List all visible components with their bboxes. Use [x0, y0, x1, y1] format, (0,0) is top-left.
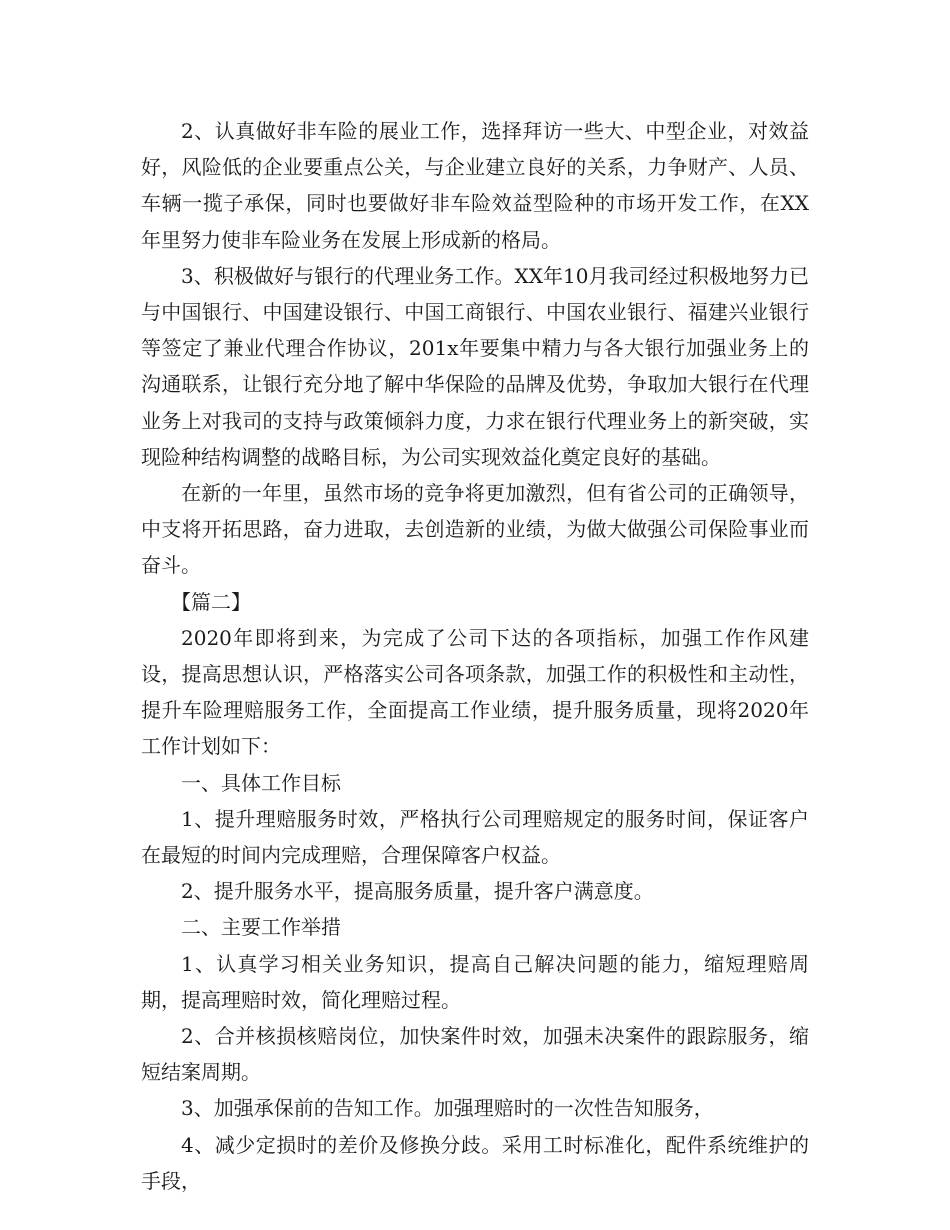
section-heading: 【篇二】: [171, 589, 251, 614]
paragraph-measure-1: 1、认真学习相关业务知识，提高自己解决问题的能力，缩短理赔周期，提高理赔时效，简化理赔过程。: [141, 951, 809, 1012]
document-body: [141, 113, 809, 1199]
paragraph-non-auto-insurance: 2、认真做好非车险的展业工作，选择拜访一些大、中型企业，对效益好，风险低的企业要重点公关，与企业建立良好的关系，力争财产、人员、车辆一揽子承保，同时也要做好非车险效益型险种的市场开发工作，在XX年里努力使非车险业务在发展上形成新的格局。: [141, 119, 809, 252]
paragraph-new-year: 在新的一年里，虽然市场的竞争将更加激烈，但有省公司的正确领导，中支将开拓思路，奋力进取，去创造新的业绩，为做大做强公司保险事业而奋斗。: [141, 481, 809, 578]
paragraph-measure-2: 2、合并核损核赔岗位，加快案件时效，加强未决案件的跟踪服务，缩短结案周期。: [141, 1024, 809, 1085]
paragraph-bank-agency: 3、积极做好与银行的代理业务工作。XX年10月我司经过积极地努力已与中国银行、中国建设银行、中国工商银行、中国农业银行、福建兴业银行等签定了兼业代理合作协议，201x年要集中精力与各大银行加强业务上的沟通联系，让银行充分地了解中华保险的品牌及优势，争取加大银行在代理业务上对我司的支持与政策倾斜力度，力求在银行代理业务上的新突破，实现险种结构调整的战略目标，为公司实现效益化奠定良好的基础。: [141, 263, 809, 469]
paragraph-goal-2: 2、提升服务水平，提高服务质量，提升客户满意度。: [181, 879, 654, 904]
paragraph-goal-1: 1、提升理赔服务时效，严格执行公司理赔规定的服务时间，保证客户在最短的时间内完成理赔，合理保障客户权益。: [141, 806, 809, 868]
paragraph-intro-2020: 2020年即将到来，为完成了公司下达的各项指标，加强工作作风建设，提高思想认识，严格落实公司各项条款，加强工作的积极性和主动性，提升车险理赔服务工作，全面提高工作业绩，提升服务质量，现将2020年工作计划如下：: [141, 625, 809, 759]
paragraph-measure-3: 3、加强承保前的告知工作。加强理赔时的一次性告知服务，: [181, 1096, 714, 1121]
subheading-measures: 二、主要工作举措: [181, 915, 341, 940]
subheading-goals: 一、具体工作目标: [181, 770, 341, 795]
paragraph-measure-4: 4、减少定损时的差价及修换分歧。采用工时标准化，配件系统维护的手段，: [141, 1132, 809, 1193]
